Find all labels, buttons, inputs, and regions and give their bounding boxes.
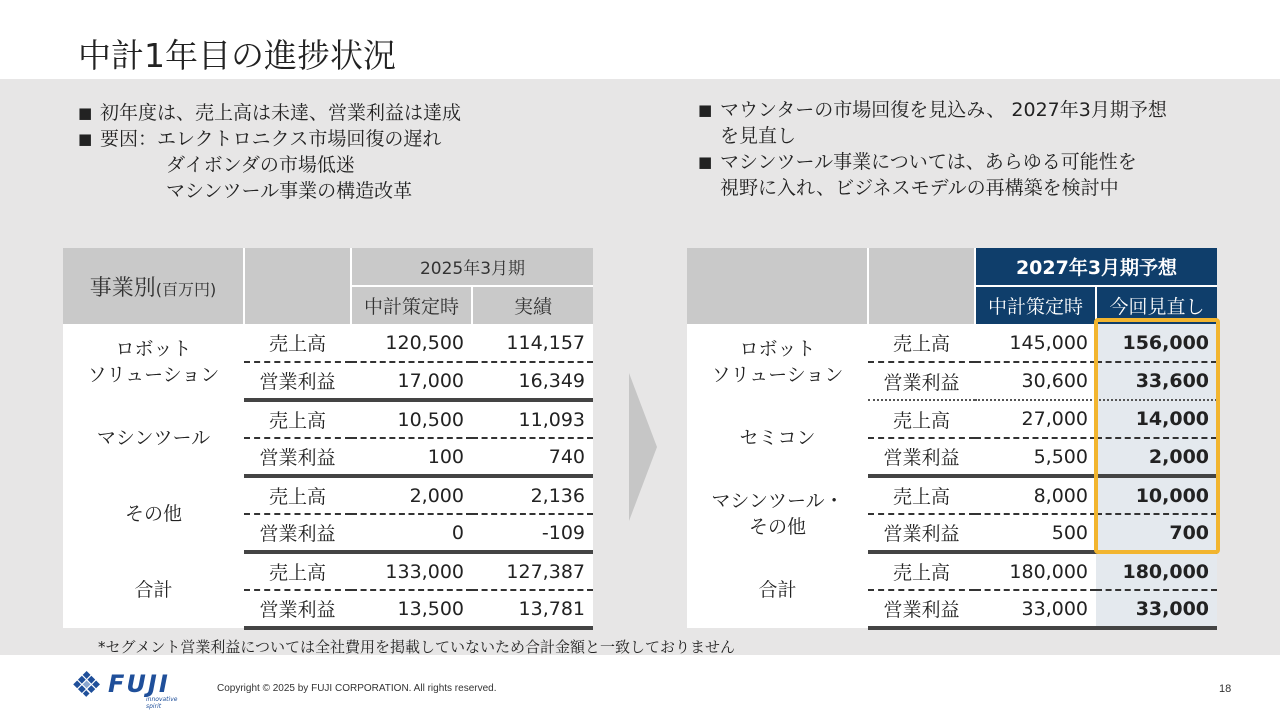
actual-value: 127,387: [472, 552, 593, 590]
copyright-text: Copyright © 2025 by FUJI CORPORATION. All rights reserved.: [217, 683, 497, 694]
segment-name: 合計: [63, 552, 244, 628]
column-header-actual: 実績: [472, 286, 593, 324]
plan-value: 5,500: [975, 438, 1096, 476]
row-label: 売上高: [868, 400, 975, 438]
bullet-text: マシンツール事業の構造改革: [166, 180, 413, 202]
actual-value: 2,136: [472, 476, 593, 514]
actual-value: 114,157: [472, 324, 593, 362]
plan-value: 133,000: [351, 552, 472, 590]
row-label: 営業利益: [244, 590, 351, 628]
row-label: 売上高: [244, 552, 351, 590]
actual-value: -109: [472, 514, 593, 552]
row-label: 営業利益: [244, 438, 351, 476]
bullet-square-icon: ■: [698, 153, 713, 171]
plan-value: 27,000: [975, 400, 1096, 438]
header-unit-label: (百万円): [155, 279, 217, 299]
row-label: 売上高: [244, 400, 351, 438]
actual-value: 740: [472, 438, 593, 476]
right-bullet-list: [698, 97, 1167, 201]
actual-value: 13,781: [472, 590, 593, 628]
bullet-text: マシンツール事業については、あらゆる可能性を: [720, 151, 1137, 173]
plan-value: 17,000: [351, 362, 472, 400]
plan-value: 30,600: [975, 362, 1096, 400]
revised-value: 10,000: [1096, 476, 1217, 514]
plan-value: 145,000: [975, 324, 1096, 362]
bullet-square-icon: ■: [78, 130, 93, 148]
revised-value: 180,000: [1096, 552, 1217, 590]
plan-value: 10,500: [351, 400, 472, 438]
header-main-label: 事業別: [89, 275, 156, 301]
segment-name: マシンツール・ その他: [687, 476, 868, 552]
table-row: [687, 552, 1217, 590]
page-number: 18: [1219, 683, 1232, 695]
left-bullet-list: [78, 100, 461, 204]
bullet-text: 初年度は、売上高は未達、営業利益は達成: [100, 102, 462, 124]
plan-value: 8,000: [975, 476, 1096, 514]
bullet-text: を見直し: [720, 125, 797, 147]
page-title: 中計1年目の進捗状況: [78, 36, 396, 75]
segment-name: 合計: [687, 552, 868, 628]
bullet-text: 要因：エレクトロニクス市場回復の遅れ: [100, 128, 442, 150]
row-label: 営業利益: [868, 438, 975, 476]
plan-value: 120,500: [351, 324, 472, 362]
plan-value: 500: [975, 514, 1096, 552]
plan-value: 0: [351, 514, 472, 552]
revised-value: 33,600: [1096, 362, 1217, 400]
segment-name: ロボット ソリューション: [63, 324, 244, 400]
fuji-logo: [72, 669, 178, 710]
bullet-square-icon: ■: [698, 101, 713, 119]
revised-value: 2,000: [1096, 438, 1217, 476]
plan-value: 33,000: [975, 590, 1096, 628]
segment-name: マシンツール: [63, 400, 244, 476]
revised-value: 700: [1096, 514, 1217, 552]
logo-diamond-icon: [72, 669, 102, 699]
bullet-text: マウンターの市場回復を見込み、 2027年3月期予想: [720, 99, 1167, 121]
table-row: [63, 476, 593, 514]
row-label: 売上高: [868, 552, 975, 590]
segment-name: セミコン: [687, 400, 868, 476]
revised-value: 33,000: [1096, 590, 1217, 628]
row-label: 営業利益: [868, 590, 975, 628]
plan-value: 100: [351, 438, 472, 476]
row-label: 営業利益: [244, 362, 351, 400]
revised-value: 156,000: [1096, 324, 1217, 362]
row-label: 売上高: [244, 324, 351, 362]
row-label: 売上高: [868, 476, 975, 514]
period-header: 2025年3月期: [351, 248, 593, 286]
plan-value: 13,500: [351, 590, 472, 628]
bullet-text: 視野に入れ、ビジネスモデルの再構築を検討中: [720, 177, 1119, 199]
plan-value: 180,000: [975, 552, 1096, 590]
column-header-plan: 中計策定時: [351, 286, 472, 324]
table-row: [687, 324, 1217, 362]
table-row: [687, 400, 1217, 438]
segment-name: その他: [63, 476, 244, 552]
footnote: *セグメント営業利益については全社費用を掲載していないため合計金額と一致しておりません: [98, 638, 736, 656]
period-header: 2027年3月期予想: [975, 248, 1217, 286]
actual-value: 11,093: [472, 400, 593, 438]
logo-wordmark: FUJI: [108, 670, 170, 698]
column-header-revised: 今回見直し: [1096, 286, 1217, 324]
row-label: 営業利益: [868, 362, 975, 400]
row-label: 営業利益: [868, 514, 975, 552]
bullet-text: ダイボンダの市場低迷: [166, 154, 355, 176]
row-label: 売上高: [868, 324, 975, 362]
table-header-segment: [63, 248, 244, 324]
bullet-square-icon: ■: [78, 104, 93, 122]
row-label: 営業利益: [244, 514, 351, 552]
table-row: [63, 400, 593, 438]
revised-value: 14,000: [1096, 400, 1217, 438]
right-forecast-table: [687, 248, 1217, 630]
table-row: [63, 552, 593, 590]
table-row: [63, 324, 593, 362]
segment-name: ロボット ソリューション: [687, 324, 868, 400]
plan-value: 2,000: [351, 476, 472, 514]
left-results-table: [63, 248, 593, 630]
row-label: 売上高: [244, 476, 351, 514]
table-row: [687, 476, 1217, 514]
right-arrow-icon: [629, 373, 657, 521]
actual-value: 16,349: [472, 362, 593, 400]
column-header-plan: 中計策定時: [975, 286, 1096, 324]
logo-tagline: innovative spirit: [146, 696, 178, 710]
